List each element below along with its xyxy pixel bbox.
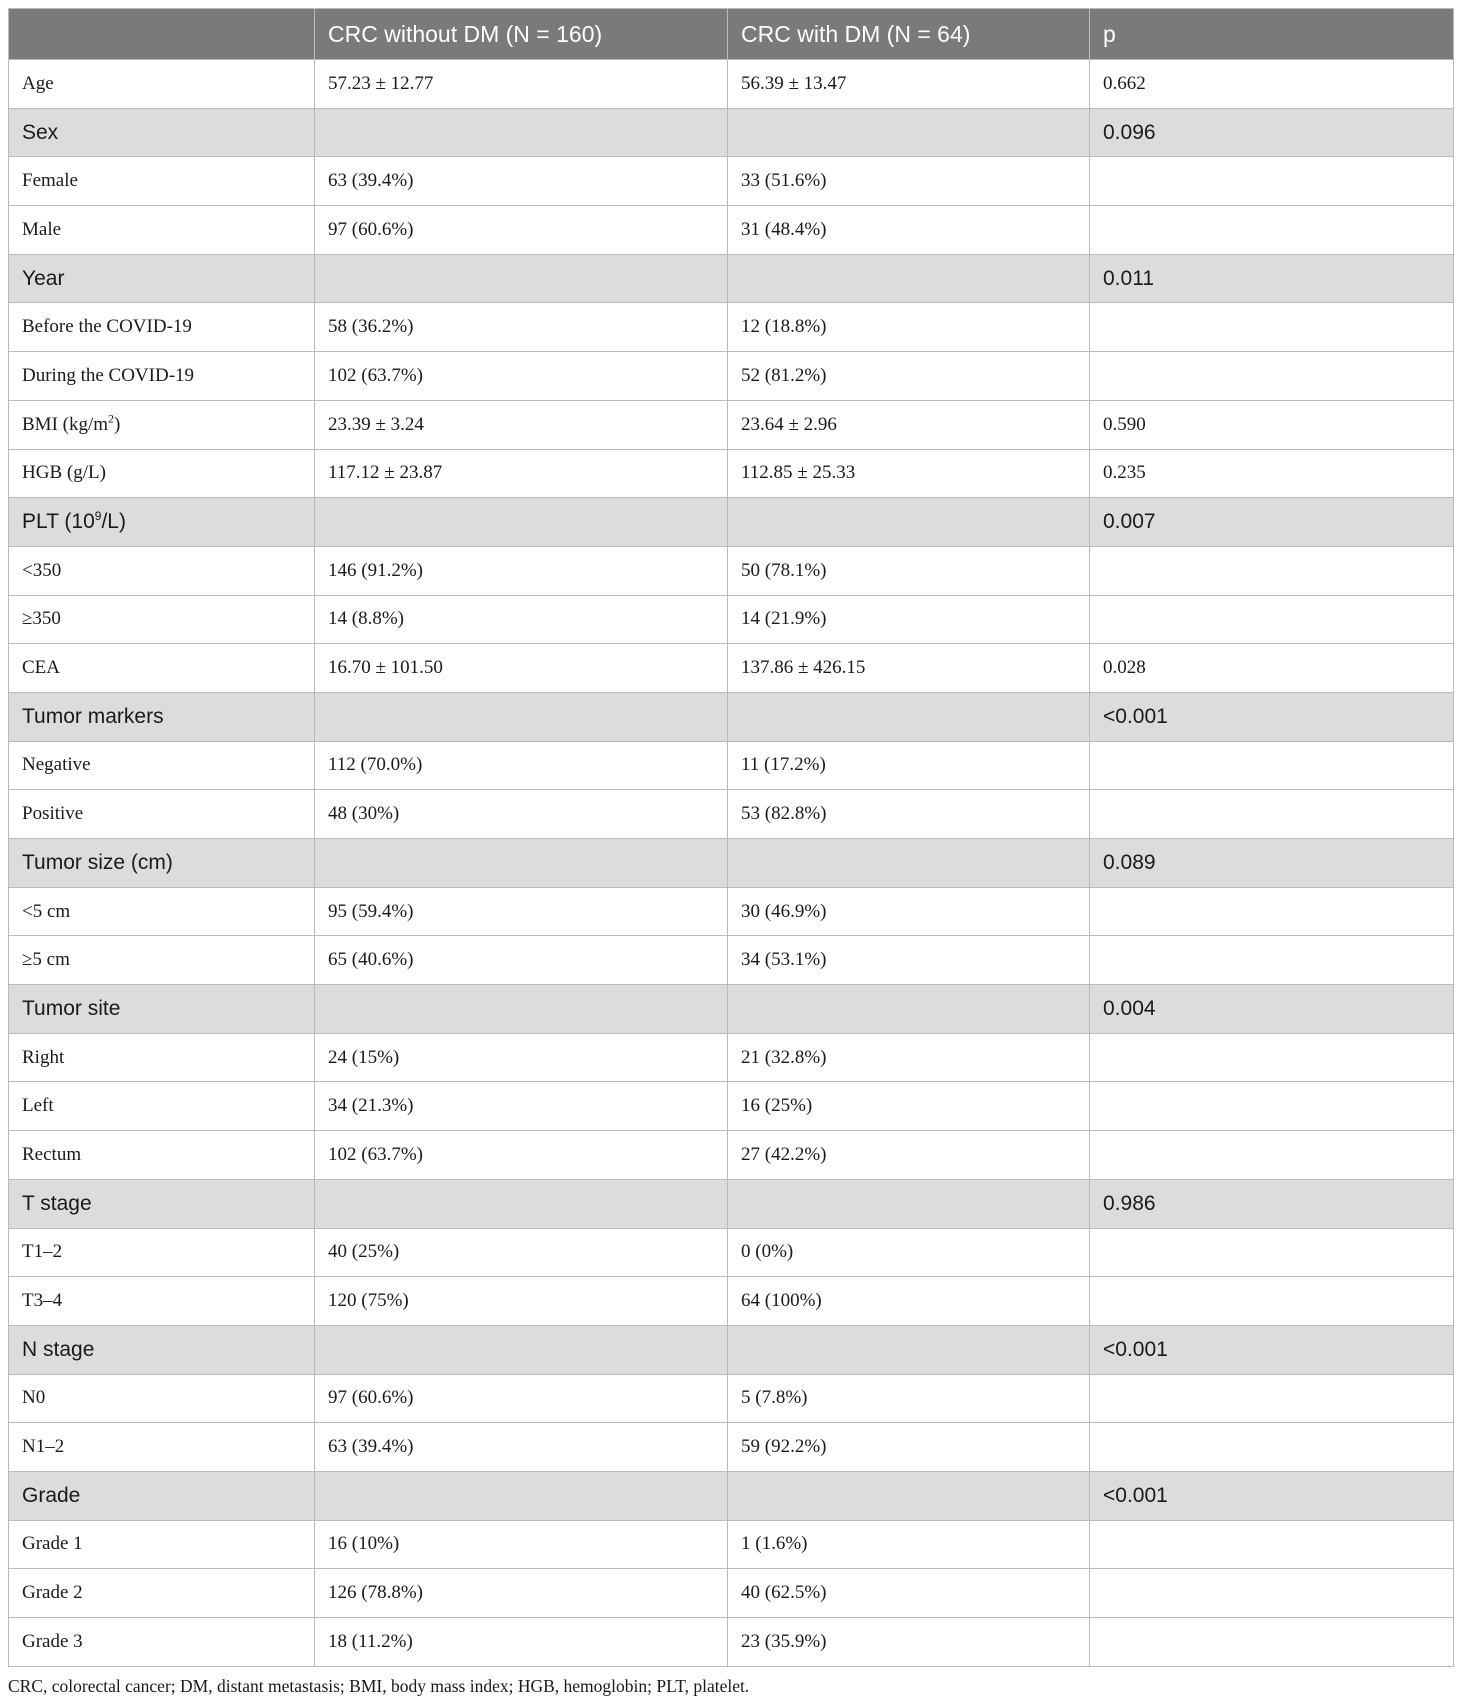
cell-crc-with-dm: 27 (42.2%) (728, 1131, 1090, 1180)
table-row (9, 887, 1454, 936)
row-label-text: Positive (22, 803, 84, 825)
cell-crc-with-dm: 14 (21.9%) (728, 595, 1090, 644)
cell-crc-without-dm: 14 (8.8%) (315, 595, 728, 644)
row-label (9, 352, 315, 401)
row-label (9, 498, 315, 547)
row-label (9, 1325, 315, 1374)
row-label (9, 985, 315, 1034)
cell-crc-without-dm: 23.39 ± 3.24 (315, 400, 728, 449)
row-label-text: T1–2 (22, 1241, 63, 1263)
row-label (9, 595, 315, 644)
table-row (9, 1131, 1454, 1180)
row-label (9, 644, 315, 693)
cell-p-value (1090, 1618, 1454, 1667)
row-label-text: Grade (22, 1483, 81, 1507)
row-label-text: T3–4 (22, 1290, 63, 1312)
header-p-value: p (1090, 9, 1454, 60)
cell-crc-with-dm (728, 985, 1090, 1034)
header-variable (9, 9, 315, 60)
table-row (9, 1033, 1454, 1082)
cell-p-value (1090, 1228, 1454, 1277)
cell-crc-without-dm: 102 (63.7%) (315, 1131, 728, 1180)
row-label-text: Right (22, 1046, 65, 1068)
row-label-text: Tumor markers (22, 704, 164, 728)
cell-p-value (1090, 1423, 1454, 1472)
row-label (9, 1082, 315, 1131)
cell-p-value: 0.235 (1090, 449, 1454, 498)
row-label-superscript: 2 (108, 411, 115, 426)
cell-p-value: 0.028 (1090, 644, 1454, 693)
table-row (9, 595, 1454, 644)
table-row (9, 1618, 1454, 1667)
table-row (9, 1277, 1454, 1326)
row-label-text: Grade 2 (22, 1582, 83, 1604)
cell-p-value (1090, 1374, 1454, 1423)
cell-crc-with-dm: 59 (92.2%) (728, 1423, 1090, 1472)
group-header-row (9, 1325, 1454, 1374)
cell-crc-without-dm: 97 (60.6%) (315, 1374, 728, 1423)
group-header-row (9, 498, 1454, 547)
cell-crc-without-dm: 48 (30%) (315, 790, 728, 839)
cell-crc-with-dm: 11 (17.2%) (728, 741, 1090, 790)
row-label-text: BMI (kg/m (22, 413, 109, 435)
row-label-text: During the COVID-19 (22, 364, 195, 386)
cell-crc-with-dm: 30 (46.9%) (728, 887, 1090, 936)
table-row (9, 206, 1454, 255)
cell-crc-without-dm (315, 498, 728, 547)
row-label (9, 157, 315, 206)
table-row (9, 157, 1454, 206)
cell-p-value (1090, 936, 1454, 985)
cell-crc-without-dm: 58 (36.2%) (315, 303, 728, 352)
cell-crc-without-dm: 102 (63.7%) (315, 352, 728, 401)
table-row (9, 936, 1454, 985)
cell-crc-without-dm: 117.12 ± 23.87 (315, 449, 728, 498)
cell-crc-with-dm: 52 (81.2%) (728, 352, 1090, 401)
row-label (9, 1277, 315, 1326)
row-label (9, 741, 315, 790)
row-label-text: Grade 1 (22, 1533, 83, 1555)
row-label (9, 839, 315, 888)
table-row (9, 1423, 1454, 1472)
cell-crc-without-dm: 16.70 ± 101.50 (315, 644, 728, 693)
row-label (9, 1374, 315, 1423)
row-label (9, 546, 315, 595)
cell-p-value: <0.001 (1090, 1471, 1454, 1520)
row-label-text: <350 (22, 559, 62, 581)
table-row (9, 1569, 1454, 1618)
characteristics-table (8, 8, 1454, 1667)
cell-crc-without-dm: 112 (70.0%) (315, 741, 728, 790)
header-row (9, 9, 1454, 60)
cell-crc-without-dm (315, 1471, 728, 1520)
cell-crc-without-dm (315, 839, 728, 888)
cell-crc-with-dm: 5 (7.8%) (728, 1374, 1090, 1423)
table-container (8, 8, 1453, 1667)
row-label-text: Left (22, 1095, 54, 1117)
row-label (9, 790, 315, 839)
table-row (9, 60, 1454, 109)
table-row (9, 644, 1454, 693)
cell-crc-without-dm (315, 1179, 728, 1228)
row-label (9, 1033, 315, 1082)
cell-crc-without-dm: 34 (21.3%) (315, 1082, 728, 1131)
group-header-row (9, 985, 1454, 1034)
row-label (9, 1228, 315, 1277)
row-label (9, 1471, 315, 1520)
cell-crc-with-dm: 53 (82.8%) (728, 790, 1090, 839)
cell-crc-without-dm: 126 (78.8%) (315, 1569, 728, 1618)
cell-p-value: <0.001 (1090, 692, 1454, 741)
row-label (9, 60, 315, 109)
cell-crc-with-dm (728, 498, 1090, 547)
row-label (9, 1618, 315, 1667)
cell-p-value (1090, 1277, 1454, 1326)
row-label-text: Tumor size (cm) (22, 850, 173, 874)
table-row (9, 546, 1454, 595)
table-body (9, 60, 1454, 1667)
cell-p-value (1090, 790, 1454, 839)
row-label-text: ≥5 cm (22, 949, 70, 971)
cell-crc-with-dm: 112.85 ± 25.33 (728, 449, 1090, 498)
cell-crc-with-dm: 0 (0%) (728, 1228, 1090, 1277)
row-label-text: N0 (22, 1387, 46, 1409)
row-label (9, 692, 315, 741)
cell-p-value (1090, 595, 1454, 644)
cell-p-value (1090, 206, 1454, 255)
row-label (9, 303, 315, 352)
row-label-text: <5 cm (22, 900, 71, 922)
cell-crc-without-dm (315, 1325, 728, 1374)
row-label-text: Year (22, 266, 65, 290)
row-label-superscript: 9 (94, 509, 102, 524)
cell-crc-with-dm: 50 (78.1%) (728, 546, 1090, 595)
table-row (9, 790, 1454, 839)
row-label-text: Rectum (22, 1143, 82, 1165)
row-label-text: Negative (22, 754, 91, 776)
table-row (9, 352, 1454, 401)
cell-crc-without-dm (315, 985, 728, 1034)
cell-crc-with-dm: 23.64 ± 2.96 (728, 400, 1090, 449)
cell-p-value (1090, 887, 1454, 936)
cell-p-value (1090, 352, 1454, 401)
row-label-text: Female (22, 170, 78, 192)
row-label (9, 887, 315, 936)
row-label-text: Sex (22, 120, 59, 144)
cell-p-value (1090, 157, 1454, 206)
cell-crc-without-dm: 120 (75%) (315, 1277, 728, 1326)
table-row (9, 449, 1454, 498)
row-label-suffix: /L) (101, 510, 126, 534)
row-label-text: Male (22, 218, 62, 240)
row-label (9, 1520, 315, 1569)
cell-p-value: 0.986 (1090, 1179, 1454, 1228)
cell-crc-with-dm: 31 (48.4%) (728, 206, 1090, 255)
row-label-suffix: ) (114, 413, 121, 435)
group-header-row (9, 839, 1454, 888)
row-label (9, 1423, 315, 1472)
cell-crc-with-dm: 12 (18.8%) (728, 303, 1090, 352)
cell-crc-without-dm (315, 692, 728, 741)
cell-p-value: 0.011 (1090, 254, 1454, 303)
row-label-text: ≥350 (22, 608, 61, 630)
row-label (9, 400, 315, 449)
cell-crc-with-dm: 64 (100%) (728, 1277, 1090, 1326)
row-label (9, 1569, 315, 1618)
table-row (9, 1520, 1454, 1569)
row-label-text: N1–2 (22, 1436, 65, 1458)
cell-crc-without-dm: 63 (39.4%) (315, 1423, 728, 1472)
cell-crc-with-dm: 34 (53.1%) (728, 936, 1090, 985)
row-label (9, 206, 315, 255)
row-label-text: CEA (22, 657, 60, 679)
cell-p-value: 0.662 (1090, 60, 1454, 109)
cell-p-value: 0.004 (1090, 985, 1454, 1034)
cell-crc-without-dm: 146 (91.2%) (315, 546, 728, 595)
header-crc-without-dm: CRC without DM (N = 160) (315, 9, 728, 60)
group-header-row (9, 254, 1454, 303)
table-row (9, 1374, 1454, 1423)
cell-crc-with-dm (728, 1179, 1090, 1228)
row-label-text: Age (22, 72, 54, 94)
cell-crc-with-dm: 23 (35.9%) (728, 1618, 1090, 1667)
cell-crc-with-dm: 21 (32.8%) (728, 1033, 1090, 1082)
cell-crc-without-dm: 40 (25%) (315, 1228, 728, 1277)
header-crc-with-dm: CRC with DM (N = 64) (728, 9, 1090, 60)
row-label-text: Grade 3 (22, 1630, 83, 1652)
cell-crc-without-dm (315, 254, 728, 303)
row-label-text: HGB (g/L) (22, 462, 106, 484)
cell-crc-with-dm (728, 839, 1090, 888)
cell-p-value (1090, 1131, 1454, 1180)
cell-crc-without-dm: 65 (40.6%) (315, 936, 728, 985)
group-header-row (9, 692, 1454, 741)
row-label-text: Tumor site (22, 996, 121, 1020)
group-header-row (9, 108, 1454, 157)
table-footnote: CRC, colorectal cancer; DM, distant metastasis; BMI, body mass index; HGB, hemoglobin; PLT, platelet. (8, 1676, 750, 1696)
cell-crc-with-dm (728, 692, 1090, 741)
cell-p-value: 0.007 (1090, 498, 1454, 547)
cell-crc-with-dm (728, 1471, 1090, 1520)
row-label (9, 936, 315, 985)
group-header-row (9, 1179, 1454, 1228)
cell-crc-without-dm: 63 (39.4%) (315, 157, 728, 206)
cell-crc-with-dm: 1 (1.6%) (728, 1520, 1090, 1569)
cell-crc-with-dm: 16 (25%) (728, 1082, 1090, 1131)
row-label-text: PLT (10 (22, 510, 95, 534)
cell-crc-with-dm: 137.86 ± 426.15 (728, 644, 1090, 693)
cell-p-value (1090, 303, 1454, 352)
row-label-text: Before the COVID-19 (22, 316, 192, 338)
cell-p-value (1090, 1569, 1454, 1618)
row-label (9, 1179, 315, 1228)
cell-p-value (1090, 1082, 1454, 1131)
row-label-text: N stage (22, 1337, 95, 1361)
cell-crc-without-dm: 97 (60.6%) (315, 206, 728, 255)
table-row (9, 400, 1454, 449)
table-row (9, 1082, 1454, 1131)
cell-crc-without-dm: 18 (11.2%) (315, 1618, 728, 1667)
row-label (9, 254, 315, 303)
cell-crc-with-dm (728, 254, 1090, 303)
cell-crc-without-dm: 57.23 ± 12.77 (315, 60, 728, 109)
row-label-text: T stage (22, 1191, 92, 1215)
cell-crc-with-dm: 40 (62.5%) (728, 1569, 1090, 1618)
cell-p-value: <0.001 (1090, 1325, 1454, 1374)
group-header-row (9, 1471, 1454, 1520)
table-row (9, 1228, 1454, 1277)
cell-crc-without-dm: 24 (15%) (315, 1033, 728, 1082)
row-label (9, 1131, 315, 1180)
cell-crc-without-dm: 95 (59.4%) (315, 887, 728, 936)
table-row (9, 303, 1454, 352)
cell-crc-without-dm (315, 108, 728, 157)
cell-p-value (1090, 1033, 1454, 1082)
row-label (9, 108, 315, 157)
cell-crc-with-dm (728, 1325, 1090, 1374)
cell-crc-with-dm: 56.39 ± 13.47 (728, 60, 1090, 109)
cell-p-value: 0.590 (1090, 400, 1454, 449)
cell-crc-without-dm: 16 (10%) (315, 1520, 728, 1569)
cell-p-value (1090, 546, 1454, 595)
cell-p-value: 0.089 (1090, 839, 1454, 888)
cell-p-value (1090, 1520, 1454, 1569)
cell-p-value (1090, 741, 1454, 790)
cell-p-value: 0.096 (1090, 108, 1454, 157)
cell-crc-with-dm (728, 108, 1090, 157)
cell-crc-with-dm: 33 (51.6%) (728, 157, 1090, 206)
table-row (9, 741, 1454, 790)
row-label (9, 449, 315, 498)
